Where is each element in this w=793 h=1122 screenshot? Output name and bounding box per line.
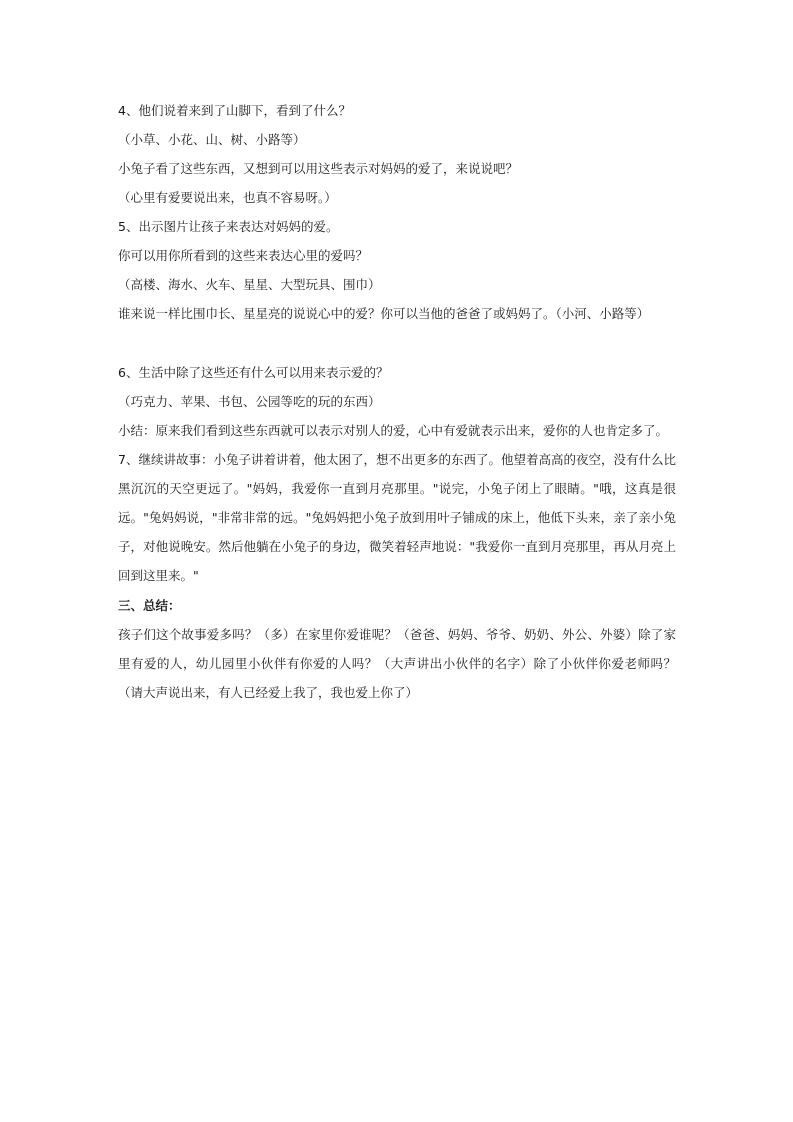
section5-prompt: 谁来说一样比围巾长、星星亮的说说心中的爱？你可以当他的爸爸了或妈妈了。（小河、小路等） [118, 306, 650, 321]
section6-question: 6、生活中除了这些还有什么可以用来表示爱的？ [118, 365, 389, 380]
section4-prompt: 小兔子看了这些东西，又想到可以用这些表示对妈妈的爱了，来说说吧？ [118, 161, 519, 176]
section4-question: 4、他们说着来到了山脚下，看到了什么？ [118, 103, 351, 118]
conclusion-heading: 三、总结： [118, 598, 181, 613]
section4-answer: （小草、小花、山、树、小路等） [118, 132, 306, 147]
section5-answer: （高楼、海水、火车、星星、大型玩具、围巾） [118, 277, 381, 292]
section7-story: 7、继续讲故事：小兔子讲着讲着，他太困了，想不出更多的东西了。他望着高高的夜空，没有什么比黑沉沉的天空更远了。"妈妈，我爱你一直到月亮那里。"说完，小兔子闭上了眼睛。"哦，这真是很远。"兔妈妈说，"非常非常的远。"兔妈妈把小兔子放到用叶子铺成的床上，他低下头来，亲了亲小兔子，对他说晚安。然后他躺在小兔子的身边，微笑着轻声地说："我爱你一直到月亮那里，再从月亮上回到这里来。" [118, 452, 676, 583]
section6-answer: （巧克力、苹果、书包、公园等吃的玩的东西） [118, 394, 381, 409]
section4-note: （心里有爱要说出来，也真不容易呀。） [118, 190, 337, 205]
section5-heading: 5、出示图片让孩子来表达对妈妈的爱。 [118, 219, 339, 234]
section6-summary: 小结：原来我们看到这些东西就可以表示对别人的爱，心中有爱就表示出来，爱你的人也肯定多了。 [118, 423, 669, 438]
conclusion-text: 孩子们这个故事爱多吗？（多）在家里你爱谁呢？（爸爸、妈妈、爷爷、奶奶、外公、外婆）除了家里有爱的人，幼儿园里小伙伴有你爱的人吗？（大声讲出小伙伴的名字）除了小伙伴你爱老师吗？（请大声说出来，有人已经爱上我了，我也爱上你了） [118, 627, 676, 700]
section5-question: 你可以用你所看到的这些来表达心里的爱吗？ [118, 248, 369, 263]
